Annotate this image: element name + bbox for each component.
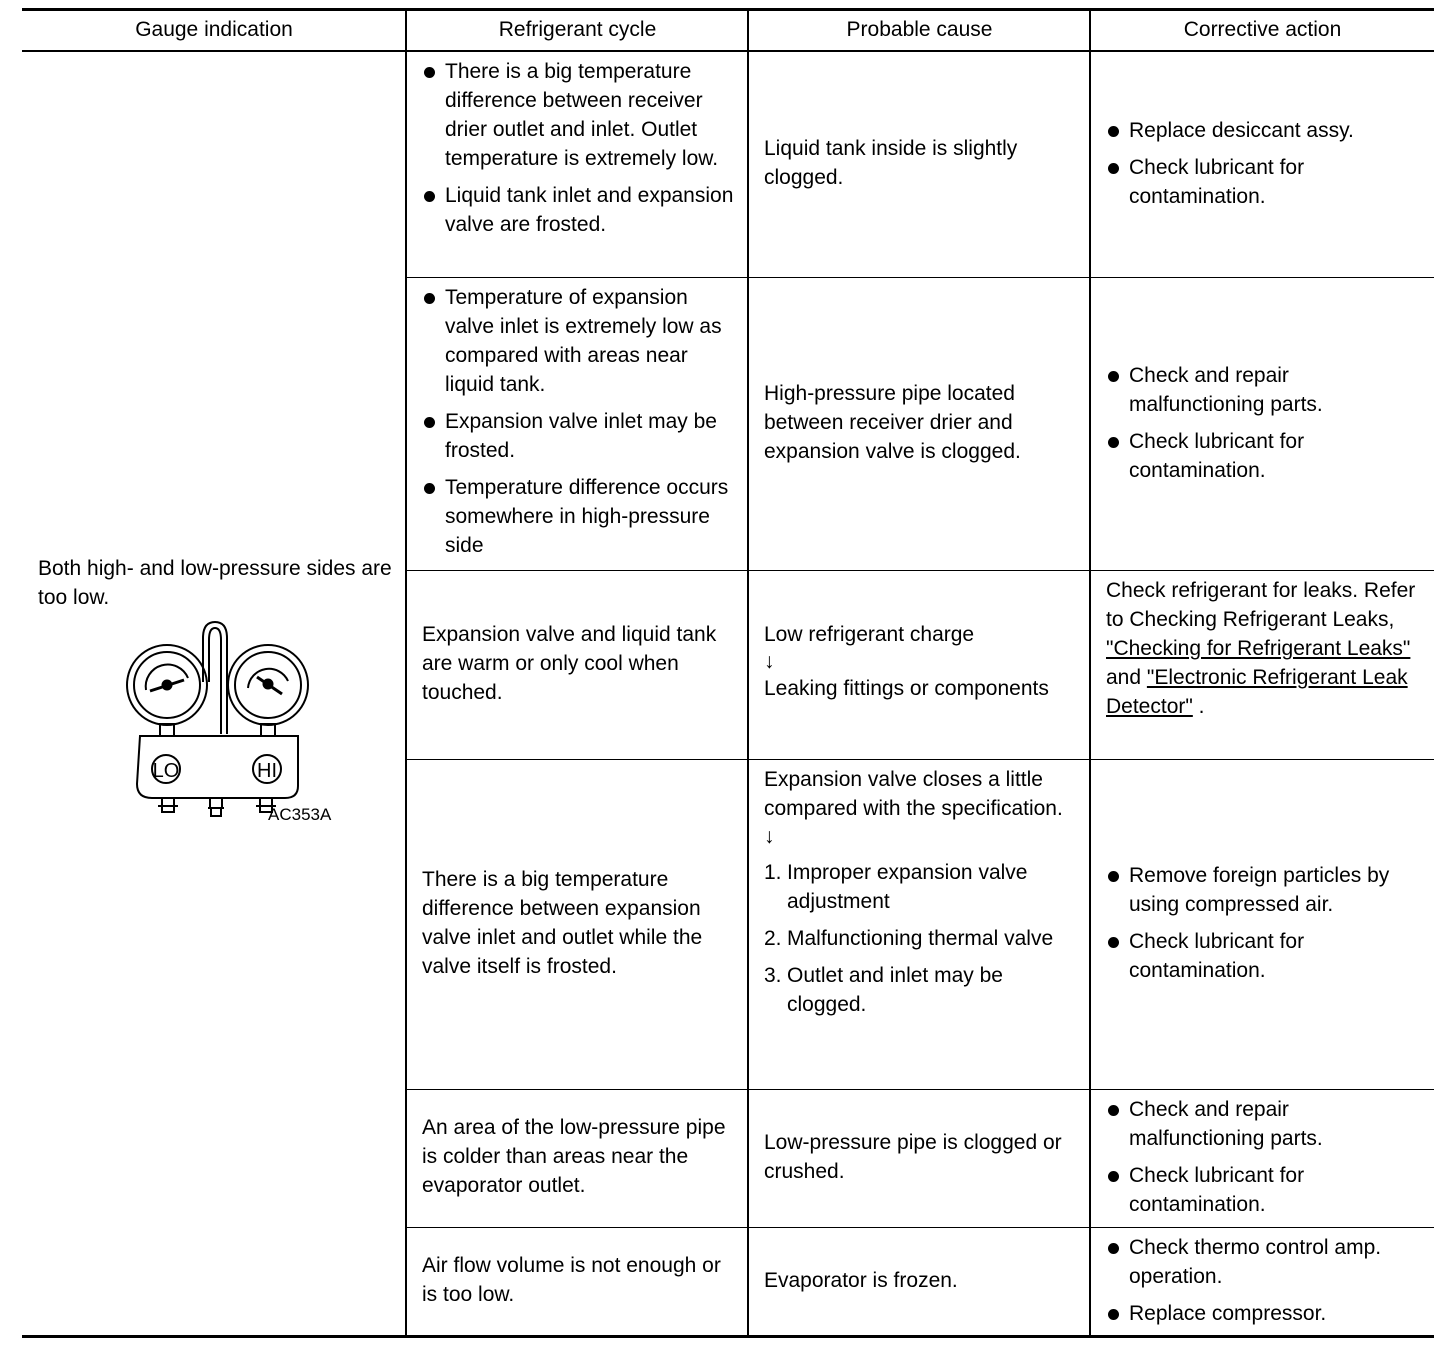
cause-numbered-item	[764, 858, 1082, 916]
manifold-gauge-figure	[120, 618, 360, 828]
row-divider	[406, 1089, 1434, 1090]
row-5-action	[1106, 1095, 1428, 1219]
header-bottom-rule	[22, 50, 1434, 52]
gauge-indication-text: Both high- and low-pressure sides are too low.	[38, 557, 392, 609]
column-divider	[405, 8, 407, 1338]
cycle-bullet: Liquid tank inlet and expansion valve are frosted.	[422, 181, 740, 239]
item-number: 3.	[764, 964, 782, 987]
column-divider	[1089, 8, 1091, 1338]
cause-numbered-item	[764, 924, 1082, 953]
down-arrow: ↓	[764, 650, 775, 673]
row-2-cycle	[422, 283, 740, 560]
item-text: Malfunctioning thermal valve	[787, 927, 1054, 950]
lo-label: LO	[152, 760, 180, 782]
row-6-action	[1106, 1233, 1428, 1328]
row-6-cycle: Air flow volume is not enough or is too low.	[422, 1254, 721, 1306]
row-divider	[406, 570, 1434, 571]
row-2-action	[1106, 361, 1428, 485]
row-2-cause: High-pressure pipe located between receiver drier and expansion valve is clogged.	[764, 382, 1021, 463]
action-bullet: Check thermo control amp. operation.	[1106, 1233, 1428, 1291]
header-refrigerant-cycle: Refrigerant cycle	[498, 18, 657, 41]
cycle-bullet: Temperature of expansion valve inlet is extremely low as compared with areas near liquid tank.	[422, 283, 740, 399]
figure-code: AC353A	[268, 805, 332, 824]
row-divider	[406, 277, 1434, 278]
row-6-cause: Evaporator is frozen.	[764, 1269, 958, 1292]
checking-for-refrigerant-leaks-link[interactable]: "Checking for Refrigerant Leaks"	[1106, 637, 1411, 660]
action-bullet: Check and repair malfunctioning parts.	[1106, 361, 1428, 419]
action-text: Check refrigerant for leaks. Refer to Checking Refrigerant Leaks,	[1106, 579, 1416, 631]
table-bottom-rule	[22, 1335, 1434, 1338]
action-bullet: Replace compressor.	[1106, 1299, 1428, 1328]
row-1-cause: Liquid tank inside is slightly clogged.	[764, 137, 1018, 189]
column-divider	[747, 8, 749, 1338]
item-text: Outlet and inlet may be clogged.	[787, 964, 1003, 1016]
row-1-cycle	[422, 57, 740, 239]
electronic-refrigerant-leak-detector-link[interactable]: "Electronic Refrigerant Leak Detector"	[1106, 666, 1408, 718]
cause-numbered-item	[764, 961, 1082, 1019]
action-bullet: Replace desiccant assy.	[1106, 116, 1428, 145]
cycle-bullet: There is a big temperature difference between receiver drier outlet and inlet. Outlet temperature is extremely low.	[422, 57, 740, 173]
header-probable-cause: Probable cause	[846, 18, 993, 41]
row-5-cycle: An area of the low-pressure pipe is colder than areas near the evaporator outlet.	[422, 1116, 726, 1197]
table-top-rule	[22, 8, 1434, 11]
cycle-bullet: Temperature difference occurs somewhere in high-pressure side	[422, 473, 740, 560]
action-bullet: Check lubricant for contamination.	[1106, 153, 1428, 211]
row-divider	[406, 1227, 1434, 1228]
action-bullet: Check lubricant for contamination.	[1106, 927, 1428, 985]
cause-line: Low refrigerant charge	[764, 623, 975, 646]
header-corrective-action: Corrective action	[1183, 18, 1342, 41]
row-3-cycle: Expansion valve and liquid tank are warm or only cool when touched.	[422, 623, 717, 704]
cause-line: Leaking fittings or components	[764, 677, 1049, 700]
item-number: 2.	[764, 927, 782, 950]
action-bullet: Remove foreign particles by using compressed air.	[1106, 861, 1428, 919]
row-divider	[406, 759, 1434, 760]
row-5-cause: Low-pressure pipe is clogged or crushed.	[764, 1131, 1062, 1183]
action-bullet: Check lubricant for contamination.	[1106, 427, 1428, 485]
cycle-bullet: Expansion valve inlet may be frosted.	[422, 407, 740, 465]
row-4-cycle: There is a big temperature difference between expansion valve inlet and outlet while the valve itself is frosted.	[422, 868, 703, 978]
cause-line: Expansion valve closes a little compared with the specification.	[764, 768, 1063, 820]
row-3-action	[1106, 576, 1428, 721]
item-text: Improper expansion valve adjustment	[787, 861, 1028, 913]
header-gauge-indication: Gauge indication	[135, 18, 293, 41]
action-period: .	[1198, 695, 1205, 718]
down-arrow: ↓	[764, 825, 775, 848]
action-bullet: Check and repair malfunctioning parts.	[1106, 1095, 1428, 1153]
action-and: and	[1106, 666, 1142, 689]
item-number: 1.	[764, 861, 782, 884]
action-bullet: Check lubricant for contamination.	[1106, 1161, 1428, 1219]
row-4-cause	[764, 765, 1082, 1019]
row-4-action	[1106, 861, 1428, 985]
row-3-cause	[764, 620, 1086, 703]
row-1-action	[1106, 116, 1428, 211]
hi-label: HI	[257, 760, 277, 782]
